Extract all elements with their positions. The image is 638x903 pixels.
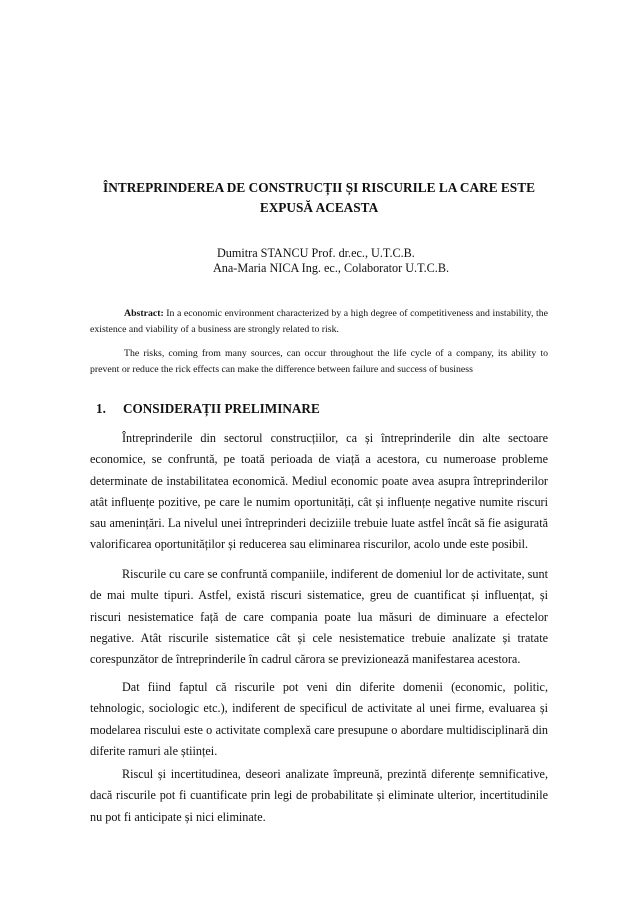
paragraph-text: Riscul și incertitudinea, deseori analizate împreună, prezintă diferențe semnificative, dacă riscurile pot fi cuantificate prin legi de probabilitate și eliminate ulterior, incertitudinile nu pot fi anticipate și nici eliminate. bbox=[90, 767, 548, 824]
author-2: Ana-Maria NICA Ing. ec., Colaborator U.T.C.B. bbox=[213, 261, 450, 275]
body-paragraph-1 bbox=[90, 428, 548, 556]
author-block bbox=[90, 246, 548, 276]
abstract-text-1: In a economic environment characterized by a high degree of competitiveness and instability, the existence and viability of a business are strongly related to risk. bbox=[90, 308, 549, 335]
abstract-paragraph-1 bbox=[90, 306, 548, 338]
body-paragraph-3 bbox=[90, 677, 548, 762]
abstract-paragraph-2 bbox=[90, 346, 548, 378]
abstract-text-2: The risks, coming from many sources, can occur throughout the life cycle of a company, its ability to prevent or reduce the rick effects can make the difference between failure and success of business bbox=[90, 348, 548, 375]
title-line-2: EXPUSĂ ACEASTA bbox=[259, 200, 379, 215]
body-paragraph-4 bbox=[90, 764, 548, 828]
section-title: CONSIDERAȚII PRELIMINARE bbox=[123, 401, 320, 416]
section-number: 1. bbox=[96, 401, 106, 416]
paragraph-text: Riscurile cu care se confruntă companiile, indiferent de domeniul lor de activitate, sunt de mai multe tipuri. Astfel, există riscuri sistematice, greu de cuantificat și influențat, și riscuri nesistematice față de care compania poate lua măsuri de diminuare a efectelor negative. Atât riscurile sistematice cât și cele nesistematice trebuie analizate și tratate corespunzător de întreprinderile în cadrul cărora se previzionează manifestarea acestora. bbox=[90, 567, 548, 667]
abstract-label: Abstract: bbox=[124, 308, 164, 319]
author-1: Dumitra STANCU Prof. dr.ec., U.T.C.B. bbox=[217, 246, 415, 260]
section-heading bbox=[96, 400, 320, 418]
body-paragraph-2 bbox=[90, 564, 548, 670]
paper-title bbox=[90, 178, 548, 218]
title-line-1: ÎNTREPRINDEREA DE CONSTRUCȚII ȘI RISCURILE LA CARE ESTE bbox=[103, 180, 535, 195]
paragraph-text: Dat fiind faptul că riscurile pot veni din diferite domenii (economic, politic, tehnologic, sociologic etc.), indiferent de specificul de activitate al unei firme, evaluarea și modelarea riscului este o activitate complexă care presupune o abordare multidisciplinară din diferite ramuri ale științei. bbox=[90, 680, 548, 758]
paragraph-text: Întreprinderile din sectorul construcțiilor, ca și întreprinderile din alte sectoare economice, se confruntă, pe toată perioada de viață a acestora, cu numeroase probleme determinate de instabilitatea economică. Mediul economic poate avea asupra întreprinderilor atât influențe pozitive, pe care le numim oportunități, cât și influențe negative numite riscuri sau amenințări. La nivelul unei întreprinderi deciziile trebuie luate astfel încât să fie asigurată valorificarea oportunităților și reducerea sau eliminarea riscurilor, acolo unde este posibil. bbox=[90, 431, 548, 552]
